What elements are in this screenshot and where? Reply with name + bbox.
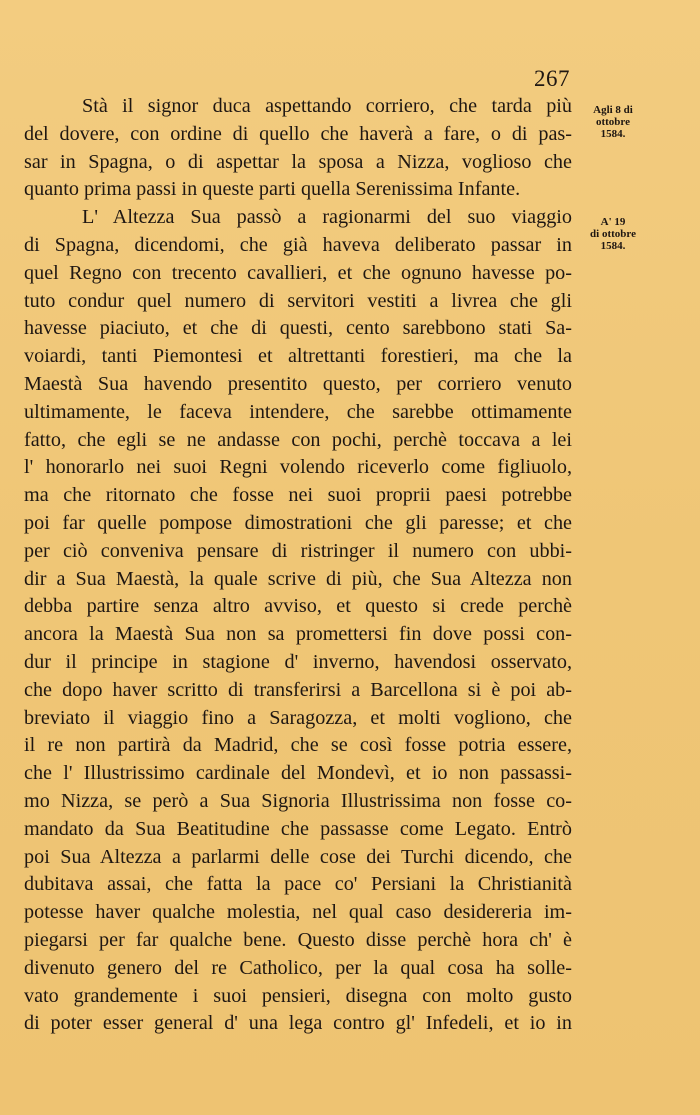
text-line: per ciò conveniva pensare di ristringer il numero con ubbi- xyxy=(24,539,572,562)
text-line: il re non partirà da Madrid, che se così fosse potria essere, xyxy=(24,734,572,757)
margin-note-line: Agli 8 di xyxy=(593,104,633,116)
text-line: l' honorarlo nei suoi Regni volendo riceverlo come figliuolo, xyxy=(24,456,572,479)
text-line: mandato da Sua Beatitudine che passasse come Legato. Entrò xyxy=(24,817,572,840)
text-line: tuto condur quel numero di servitori vestiti a livrea che gli xyxy=(24,289,572,312)
text-line: mo Nizza, se però a Sua Signoria Illustrissima non fosse co- xyxy=(24,789,572,812)
text-line: dubitava assai, che fatta la pace co' Persiani la Christianità xyxy=(24,873,572,896)
text-line: dur il principe in stagione d' inverno, havendosi osservato, xyxy=(24,650,572,673)
text-line: che l' Illustrissimo cardinale del Mondevì, et io non passassi- xyxy=(24,762,572,785)
text-line: divenuto genero del re Catholico, per la qual cosa ha solle- xyxy=(24,956,572,979)
margin-note-line: A' 19 xyxy=(600,216,626,228)
text-line: del dovere, con ordine di quello che haverà a fare, o di pas- xyxy=(24,122,572,145)
text-line: ancora la Maestà Sua non sa promettersi fin dove possi con- xyxy=(24,623,572,646)
margin-note-date-1 xyxy=(576,104,650,140)
text-line: fatto, che egli se ne andasse con pochi, perchè toccava a lei xyxy=(24,428,572,451)
text-line: poi Sua Altezza a parlarmi delle cose dei Turchi dicendo, che xyxy=(24,845,572,868)
margin-note-line: 1584. xyxy=(600,240,626,252)
text-line: poi far quelle pompose dimostrationi che gli paresse; et che xyxy=(24,511,572,534)
text-line: debba partire senza altro avviso, et questo si crede perchè xyxy=(24,595,572,618)
text-line: piegarsi per far qualche bene. Questo disse perchè hora ch' è xyxy=(24,928,572,951)
margin-note-date-2 xyxy=(576,216,650,252)
text-line: voiardi, tanti Piemontesi et altrettanti forestieri, ma che la xyxy=(24,345,572,368)
text-line: dir a Sua Maestà, la quale scrive di più, che Sua Altezza non xyxy=(24,567,572,590)
text-line: potesse haver qualche molestia, nel qual caso desidereria im- xyxy=(24,901,572,924)
text-line: che dopo haver scritto di transferirsi a Barcellona si è poi ab- xyxy=(24,678,572,701)
text-line: di poter esser general d' una lega contro gl' Infedeli, et io in xyxy=(24,1012,572,1035)
text-line: Maestà Sua havendo presentito questo, per corriero venuto xyxy=(24,372,572,395)
text-line: breviato il viaggio fino a Saragozza, et molti vogliono, che xyxy=(24,706,572,729)
page-number: 267 xyxy=(534,66,570,91)
text-line: di Spagna, dicendomi, che già haveva deliberato passar in xyxy=(24,233,572,256)
margin-note-line: ottobre xyxy=(595,116,630,128)
text-line: vato grandemente i suoi pensieri, disegna con molto gusto xyxy=(24,984,572,1007)
text-line: Stà il signor duca aspettando corriero, che tarda più xyxy=(82,95,572,117)
body-text xyxy=(24,93,572,1038)
text-line: quel Regno con trecento cavallieri, et che ognuno havesse po- xyxy=(24,261,572,284)
text-line: sar in Spagna, o di aspettar la sposa a Nizza, voglioso che xyxy=(24,150,572,173)
margin-note-line: 1584. xyxy=(600,128,626,140)
text-line: havesse piaciuto, et che di questi, cento sarebbono stati Sa- xyxy=(24,317,572,340)
margin-note-line: di ottobre xyxy=(590,228,636,240)
text-line: ultimamente, le faceva intendere, che sarebbe ottimamente xyxy=(24,400,572,423)
text-line: quanto prima passi in queste parti quella Serenissima Infante. xyxy=(24,178,521,201)
text-line: L' Altezza Sua passò a ragionarmi del suo viaggio xyxy=(82,206,572,229)
text-line: ma che ritornato che fosse nei suoi proprii paesi potrebbe xyxy=(24,484,572,507)
